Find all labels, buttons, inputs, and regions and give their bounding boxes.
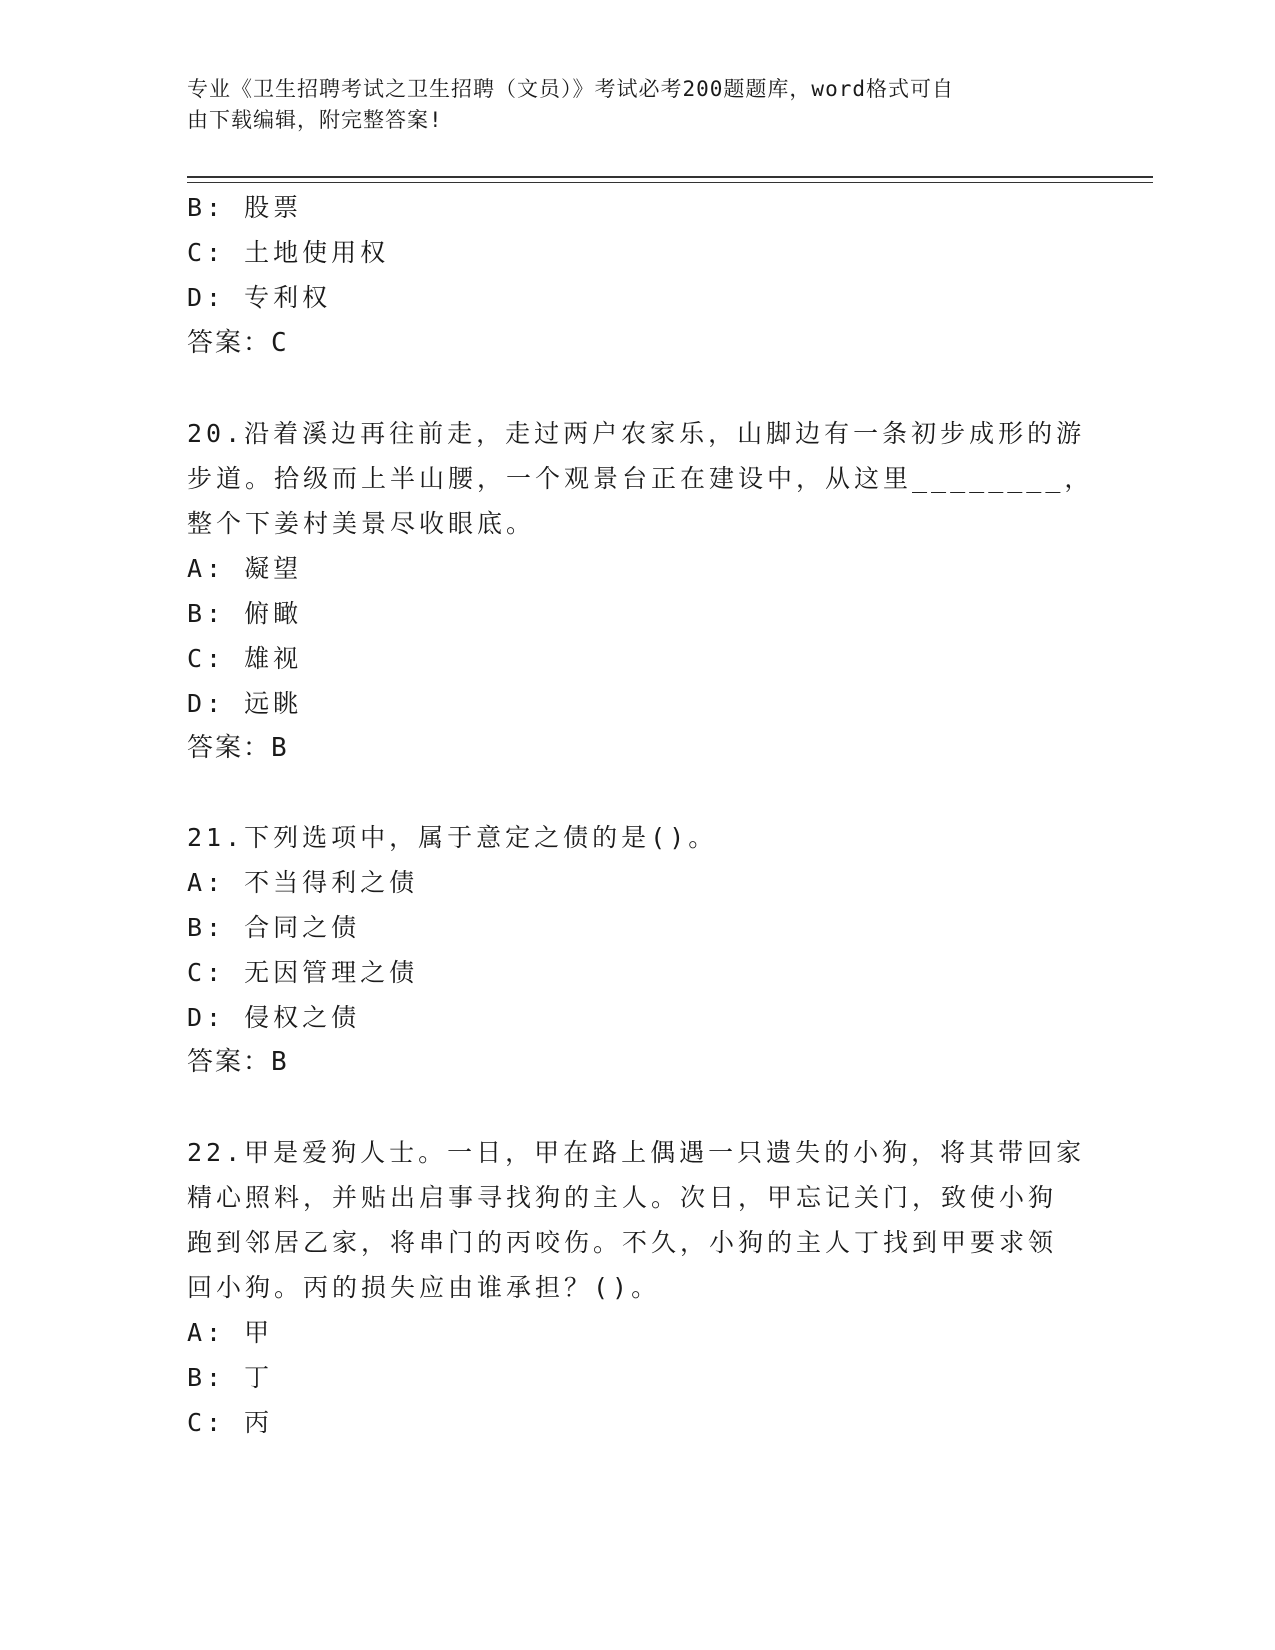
q21-option-a: A: 不当得利之债 [187,868,419,897]
q19-option-b: B: 股票 [187,193,303,222]
q22-stem-line-2: 精心照料，并贴出启事寻找狗的主人。次日，甲忘记关门，致使小狗 [187,1183,1058,1212]
q19-option-c: C: 土地使用权 [187,238,390,267]
header-line-1: 专业《卫生招聘考试之卫生招聘（文员）》考试必考200题题库，word格式可自 [187,77,954,101]
q20-stem-line-1: 20.沿着溪边再往前走，走过两户农家乐，山脚边有一条初步成形的游 [187,419,1086,448]
q21-option-b: B: 合同之债 [187,913,361,942]
q22-stem-line-4: 回小狗。丙的损失应由谁承担？()。 [187,1273,661,1302]
q21-answer: 答案：B [187,1047,289,1077]
q21-option-d: D: 侵权之债 [187,1003,361,1032]
q22-stem-line-1: 22.甲是爱狗人士。一日，甲在路上偶遇一只遗失的小狗，将其带回家 [187,1138,1086,1167]
q19-answer: 答案：C [187,328,289,358]
q20-answer: 答案：B [187,733,289,763]
q21-option-c: C: 无因管理之债 [187,958,419,987]
document-header [187,74,1067,136]
header-rule-bottom [187,182,1153,183]
q20-stem-line-3: 整个下姜村美景尽收眼底。 [187,509,536,538]
q21-stem-line-1: 21.下列选项中，属于意定之债的是()。 [187,823,718,852]
q22-stem-line-3: 跑到邻居乙家，将串门的丙咬伤。不久，小狗的主人丁找到甲要求领 [187,1228,1058,1257]
header-rule-top [187,176,1153,178]
q20-option-a: A: 凝望 [187,554,303,583]
q20-option-d: D: 远眺 [187,689,303,718]
q22-option-a: A: 甲 [187,1318,274,1347]
q20-option-c: C: 雄视 [187,644,303,673]
q22-option-b: B: 丁 [187,1363,274,1392]
q20-stem-line-2: 步道。拾级而上半山腰，一个观景台正在建设中，从这里________， [187,464,1094,493]
header-line-2: 由下载编辑，附完整答案! [187,108,443,132]
q22-option-c: C: 丙 [187,1408,274,1437]
q19-option-d: D: 专利权 [187,283,332,312]
q20-option-b: B: 俯瞰 [187,599,303,628]
